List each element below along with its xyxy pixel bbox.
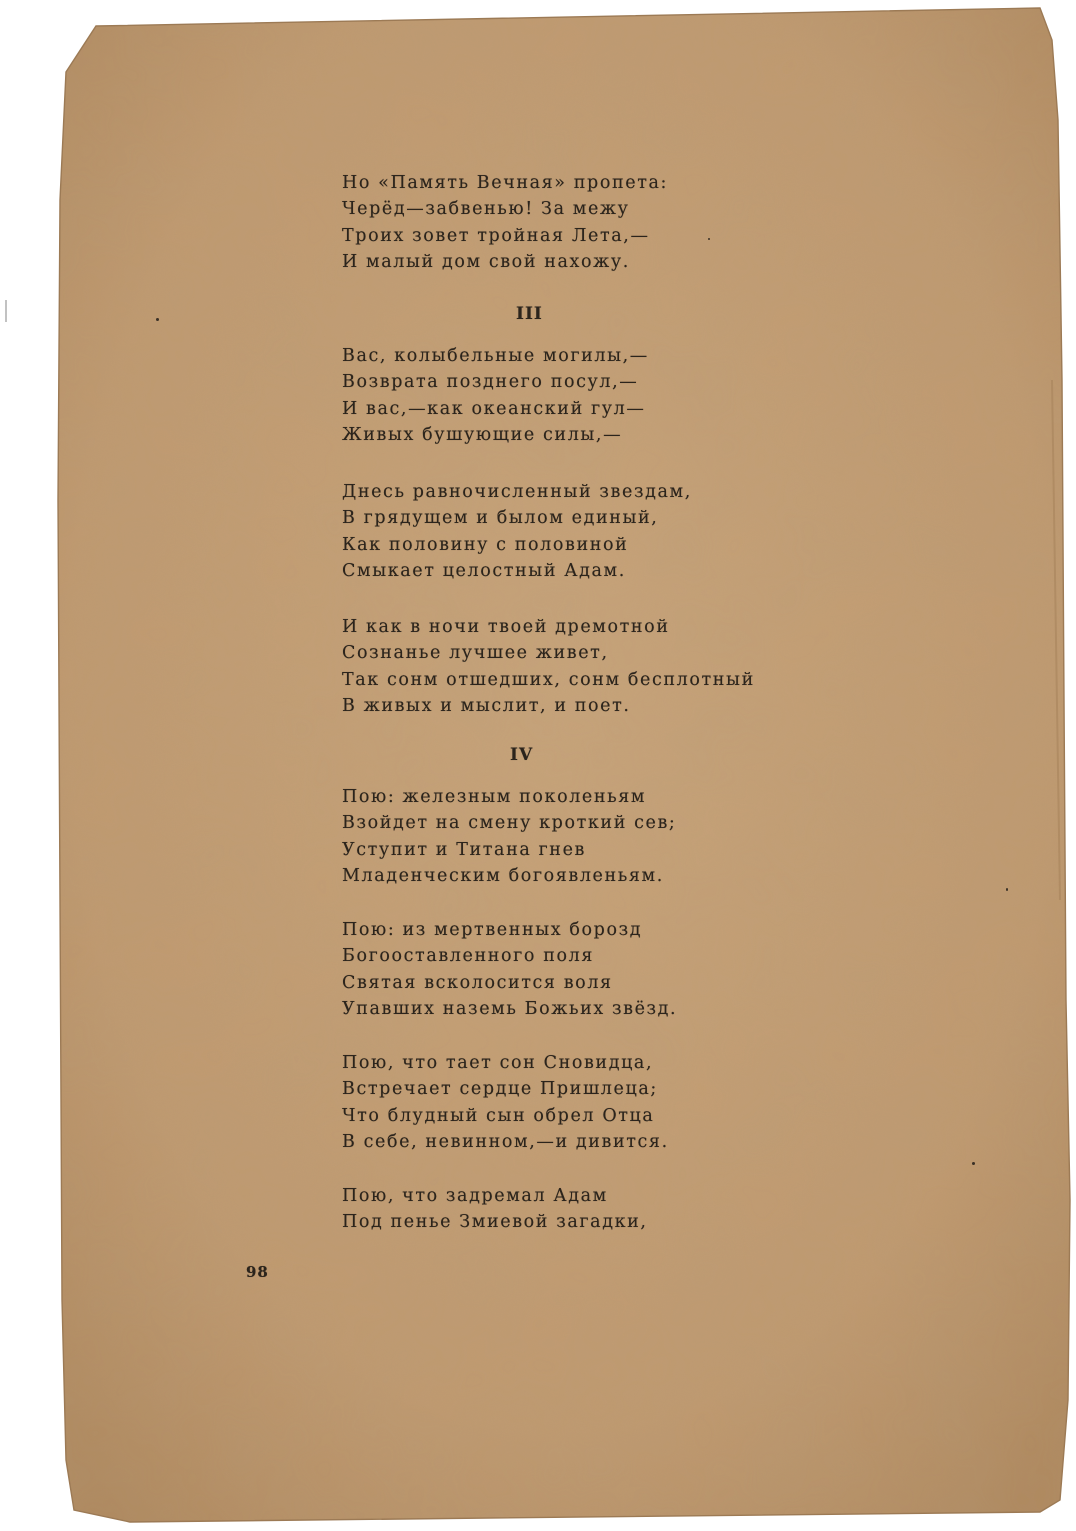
poem-line: Святая всколосится воля	[342, 972, 613, 993]
poem-line: Взойдет на смену кроткий сев;	[342, 813, 677, 834]
poem-line: Возврата позднего посул,—	[342, 372, 639, 393]
section-4-stanza-4	[342, 1183, 648, 1236]
poem-line: И как в ночи твоей дремотной	[342, 617, 670, 637]
poem-line: Богооставленного поля	[342, 946, 594, 967]
section-heading-4: IV	[510, 745, 534, 765]
poem-line: Младенческим богоявленьям.	[342, 865, 664, 886]
stanza-intro	[342, 170, 668, 275]
poem-line: И малый дом свой нахожу.	[342, 251, 630, 272]
poem-line: Встречает сердце Пришлеца;	[342, 1079, 658, 1100]
section-3-stanza-2	[342, 479, 692, 584]
poem-line: Как половину с половиной	[342, 534, 629, 555]
poem-line: Троих зовет тройная Лета,—	[342, 225, 650, 246]
poem-line: Черёд—забвенью! За межу	[342, 199, 630, 220]
poem-line: Так сонм отшедших, сонм бесплотный	[342, 669, 755, 690]
paper-speck	[1006, 888, 1008, 891]
poem-line: Но «Память Вечная» пропета:	[342, 173, 669, 193]
poem-line: Пою, что тает сон Сновидца,	[342, 1053, 654, 1073]
poem-line: И вас,—как океанский гул—	[342, 398, 646, 419]
section-3-stanza-1	[342, 343, 649, 448]
poem-line: Упавших наземь Божьих звёзд.	[342, 998, 678, 1019]
paper-speck	[972, 1162, 975, 1165]
poem-line: Пою, что задремал Адам	[342, 1186, 608, 1206]
paper-speck	[708, 238, 710, 240]
poem-line: Смыкает целостный Адам.	[342, 560, 626, 581]
poem-line: Вас, колыбельные могилы,—	[342, 346, 649, 366]
poem-line: Уступит и Титана гнев	[342, 839, 586, 860]
poem-line: Днесь равночисленный звездам,	[342, 482, 692, 502]
section-4-stanza-3	[342, 1050, 669, 1155]
section-heading-3: III	[516, 304, 543, 324]
poem-line: В живых и мыслит, и поет.	[342, 695, 631, 716]
section-4-stanza-1	[342, 784, 676, 889]
poem-line: Что блудный сын обрел Отца	[342, 1105, 655, 1126]
poem-line: Сознанье лучшее живет,	[342, 643, 609, 664]
poem-line: В грядущем и былом единый,	[342, 508, 659, 529]
poem-line: Пою: из мертвенных борозд	[342, 920, 643, 940]
paper-speck	[156, 318, 159, 321]
page-number: 98	[246, 1263, 269, 1281]
poem-line: В себе, невинном,—и дивится.	[342, 1131, 669, 1152]
section-3-stanza-3	[342, 614, 755, 719]
poem-line: Пою: железным поколеньям	[342, 787, 647, 807]
section-4-stanza-2	[342, 917, 677, 1022]
poem-line: Под пенье Змиевой загадки,	[342, 1212, 648, 1233]
poem-line: Живых бушующие силы,—	[342, 424, 623, 445]
